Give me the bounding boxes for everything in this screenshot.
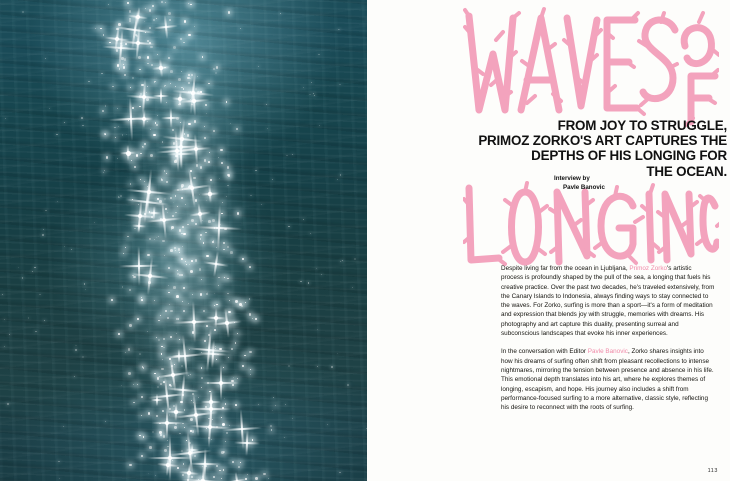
credit-name: Pavle Banovic	[563, 184, 605, 191]
headline-line-2: PRIMOZ ZORKO'S ART CAPTURES THE	[478, 133, 727, 149]
article-body	[501, 264, 715, 421]
highlighted-name: Primoz Zorko	[629, 265, 668, 272]
headline-line-4: THE OCEAN.	[646, 163, 727, 179]
body-paragraph-2: In the conversation with Editor Pavle Banovic, Zorko shares insights into how his dreams of surfing often shift from pleasant recollections to intense nightmares, mirroring the tension between presence and absence in his life. This emotional depth translates into his art, where he explores themes of longing, escapism, and hope. His journey also includes a shift from performance-focused surfing to a more alternative, classic style, reflecting his desire to reconnect with the roots of surfing.	[501, 348, 714, 412]
right-page	[367, 0, 730, 481]
article-headline	[377, 118, 727, 179]
headline-line-1: FROM JOY TO STRUGGLE,	[557, 118, 727, 133]
headline-line-3: DEPTHS OF HIS LONGING FOR	[531, 148, 727, 164]
highlighted-name: Pavle Banovic	[587, 348, 628, 356]
page-number: 113	[707, 468, 718, 474]
interview-credit	[554, 174, 605, 192]
credit-role: Interview by	[554, 175, 590, 182]
body-paragraph-1: Despite living far from the ocean in Ljubljana, Primoz Zorko's artistic process is profoundly shaped by the pull of the sea, a longing that fuels his creative practice. Over the past two decades, he's traveled extensively, from the Canary Islands to Indonesia, always finding ways to stay connected to the waves. For Zorko, surfing is more than a sport—it's a form of meditation and expression that blends joy with struggle, memories with dreams. His photography and art capture this duality, presenting surreal and subconscious landscapes that evoke his inner experiences.	[501, 265, 715, 338]
